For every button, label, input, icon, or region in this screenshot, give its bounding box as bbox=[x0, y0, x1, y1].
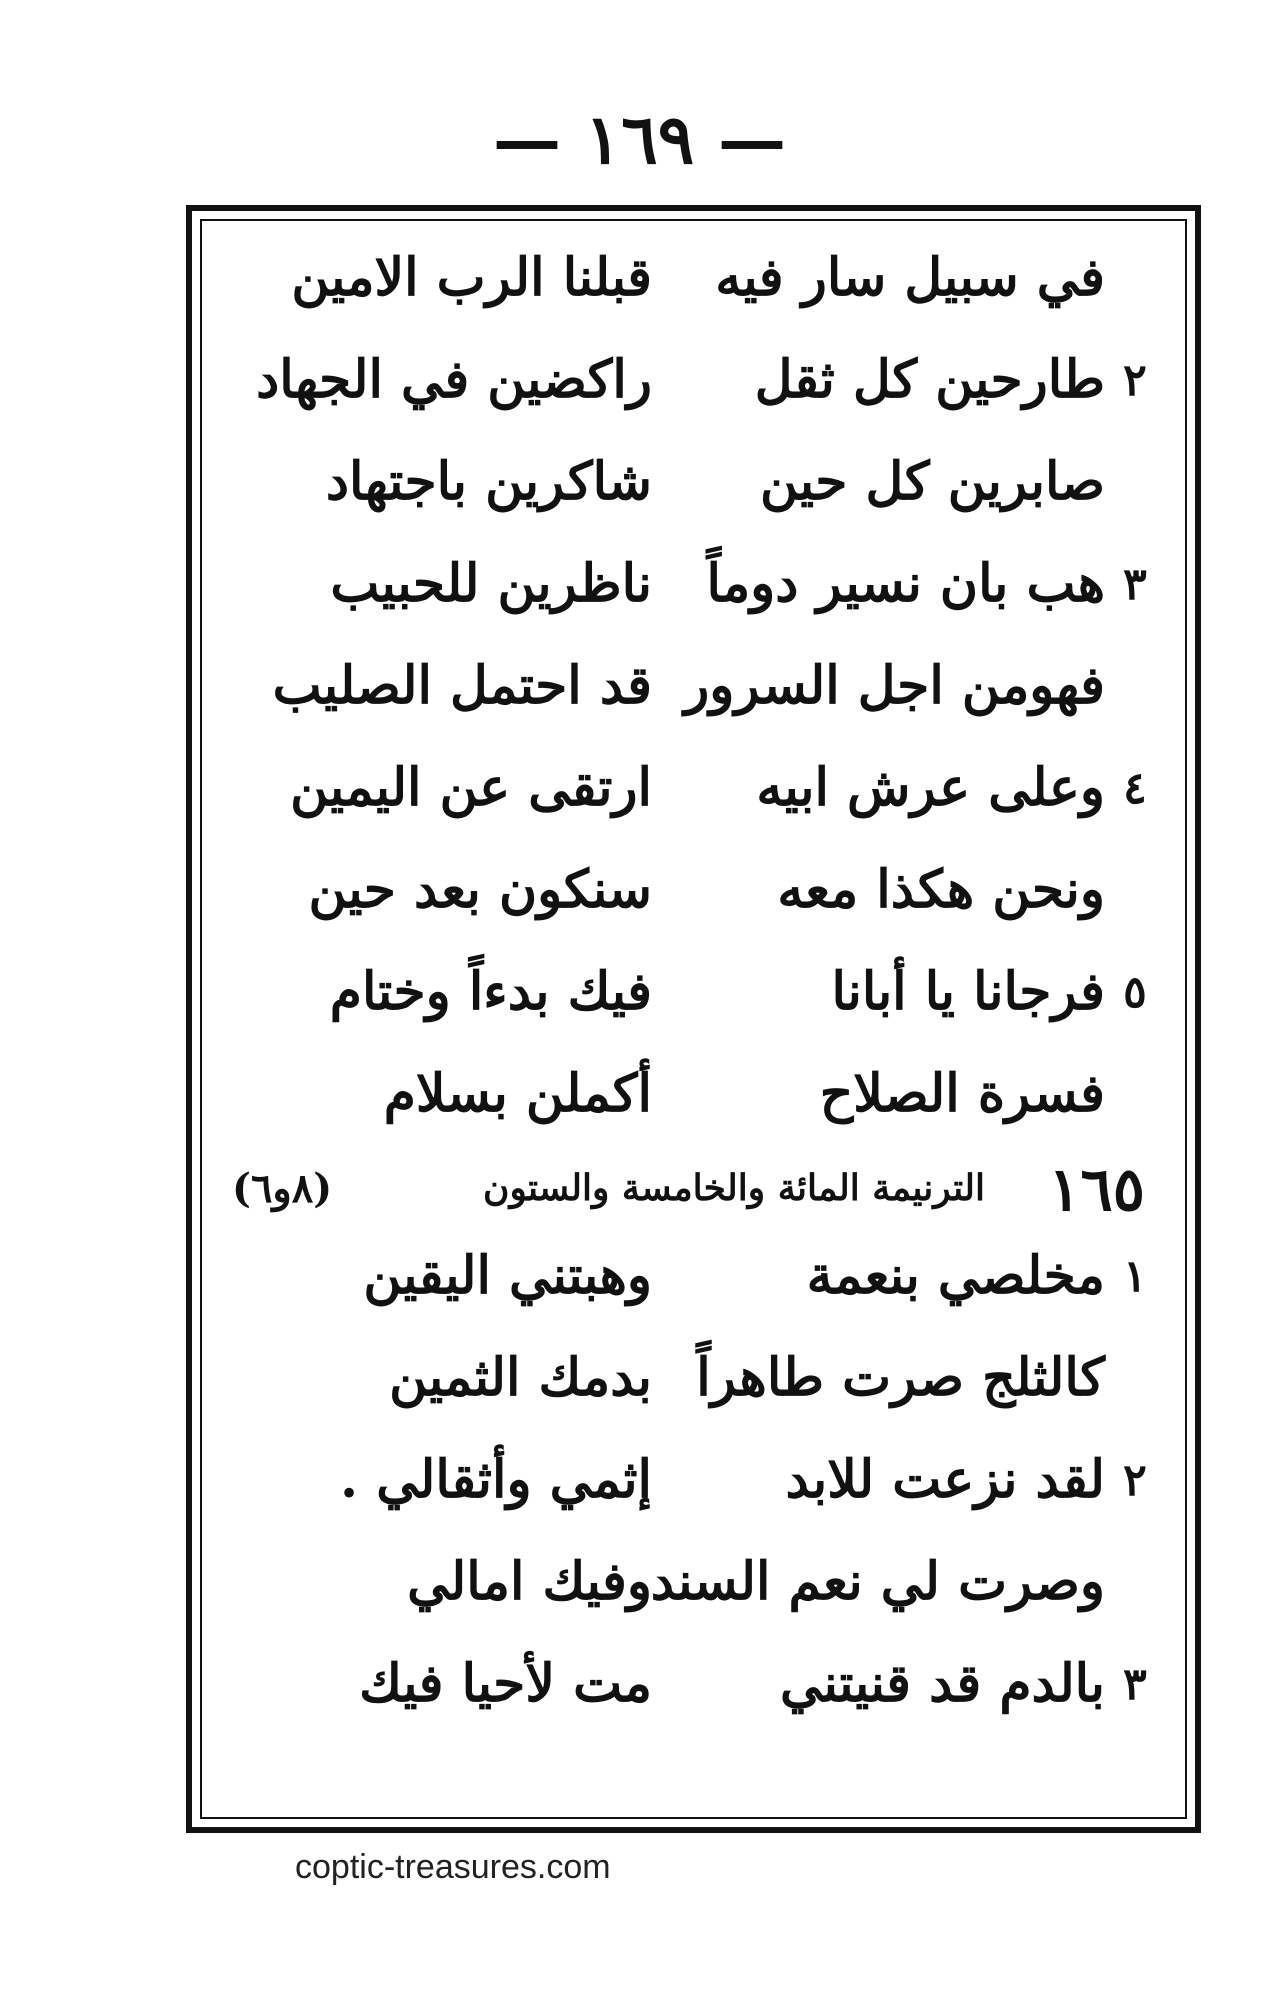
first-hemistich: مخلصي بنعمة bbox=[806, 1245, 1105, 1306]
second-hemistich: أكملن بسلام bbox=[383, 1063, 652, 1124]
verse-line bbox=[232, 1639, 1155, 1741]
verse-line bbox=[232, 743, 1155, 845]
second-hemistich: راكضين في الجهاد bbox=[256, 349, 652, 410]
second-hemistich: فيك بدءاً وختام bbox=[329, 961, 652, 1022]
second-hemistich: مت لأحيا فيك bbox=[359, 1653, 652, 1714]
second-hemistich: وفيك امالي bbox=[407, 1551, 652, 1612]
verse-line bbox=[232, 845, 1155, 947]
second-hemistich: وهبتني اليقين bbox=[363, 1245, 652, 1306]
first-hemistich: طارحين كل ثقل bbox=[754, 349, 1105, 410]
source-watermark: coptic-treasures.com bbox=[295, 1848, 611, 1886]
hymn-content bbox=[232, 233, 1155, 1741]
verse-line bbox=[232, 641, 1155, 743]
verse-line bbox=[232, 1231, 1155, 1333]
verse-line bbox=[232, 233, 1155, 335]
page-number: — ١٦٩ — bbox=[493, 100, 786, 180]
first-hemistich: فرجانا يا أبانا bbox=[831, 961, 1105, 1022]
second-hemistich: قبلنا الرب الامين bbox=[291, 247, 652, 308]
hymn-title: الترنيمة المائة والخامسة والستون bbox=[483, 1167, 985, 1209]
second-hemistich: إثمي وأثقالي . bbox=[340, 1449, 652, 1510]
verse-line bbox=[232, 1049, 1155, 1151]
first-hemistich: ونحن هكذا معه bbox=[777, 859, 1105, 920]
verse-number: ٣ bbox=[1123, 559, 1147, 610]
verse-number: ٢ bbox=[1123, 355, 1147, 406]
first-hemistich: هب بان نسير دوماً bbox=[706, 553, 1105, 614]
first-hemistich: كالثلج صرت طاهراً bbox=[696, 1347, 1105, 1408]
first-hemistich: فسرة الصلاح bbox=[819, 1063, 1105, 1124]
verse-line bbox=[232, 1537, 1155, 1639]
first-hemistich: وصرت لي نعم السند bbox=[650, 1551, 1105, 1612]
verse-line bbox=[232, 1333, 1155, 1435]
verse-number: ٤ bbox=[1123, 763, 1147, 814]
first-hemistich: وعلى عرش ابيه bbox=[756, 757, 1105, 818]
second-hemistich: شاكرين باجتهاد bbox=[325, 451, 652, 512]
hymn-meter: (٨و٦) bbox=[232, 1165, 333, 1212]
first-hemistich: في سبيل سار فيه bbox=[715, 247, 1105, 308]
second-hemistich: ارتقى عن اليمين bbox=[290, 757, 652, 818]
hymn-heading bbox=[232, 1151, 1155, 1231]
verse-line bbox=[232, 335, 1155, 437]
second-hemistich: بدمك الثمين bbox=[389, 1347, 652, 1408]
verse-line bbox=[232, 437, 1155, 539]
verse-line bbox=[232, 947, 1155, 1049]
first-hemistich: صابرين كل حين bbox=[760, 451, 1105, 512]
verse-number: ٢ bbox=[1123, 1455, 1147, 1506]
verse-number: ١ bbox=[1123, 1251, 1147, 1302]
second-hemistich: ناظرين للحبيب bbox=[330, 553, 652, 614]
second-hemistich: سنكون بعد حين bbox=[308, 859, 652, 920]
hymn-number: ١٦٥ bbox=[1048, 1155, 1145, 1225]
first-hemistich: فهومن اجل السرور bbox=[684, 655, 1105, 716]
verse-number: ٥ bbox=[1123, 967, 1147, 1018]
second-hemistich: قد احتمل الصليب bbox=[272, 655, 652, 716]
first-hemistich: لقد نزعت للابد bbox=[785, 1449, 1105, 1510]
verse-number: ٣ bbox=[1123, 1659, 1147, 1710]
text-frame bbox=[186, 205, 1201, 1833]
verse-line bbox=[232, 1435, 1155, 1537]
first-hemistich: بالدم قد قنيتني bbox=[780, 1653, 1105, 1714]
verse-line bbox=[232, 539, 1155, 641]
